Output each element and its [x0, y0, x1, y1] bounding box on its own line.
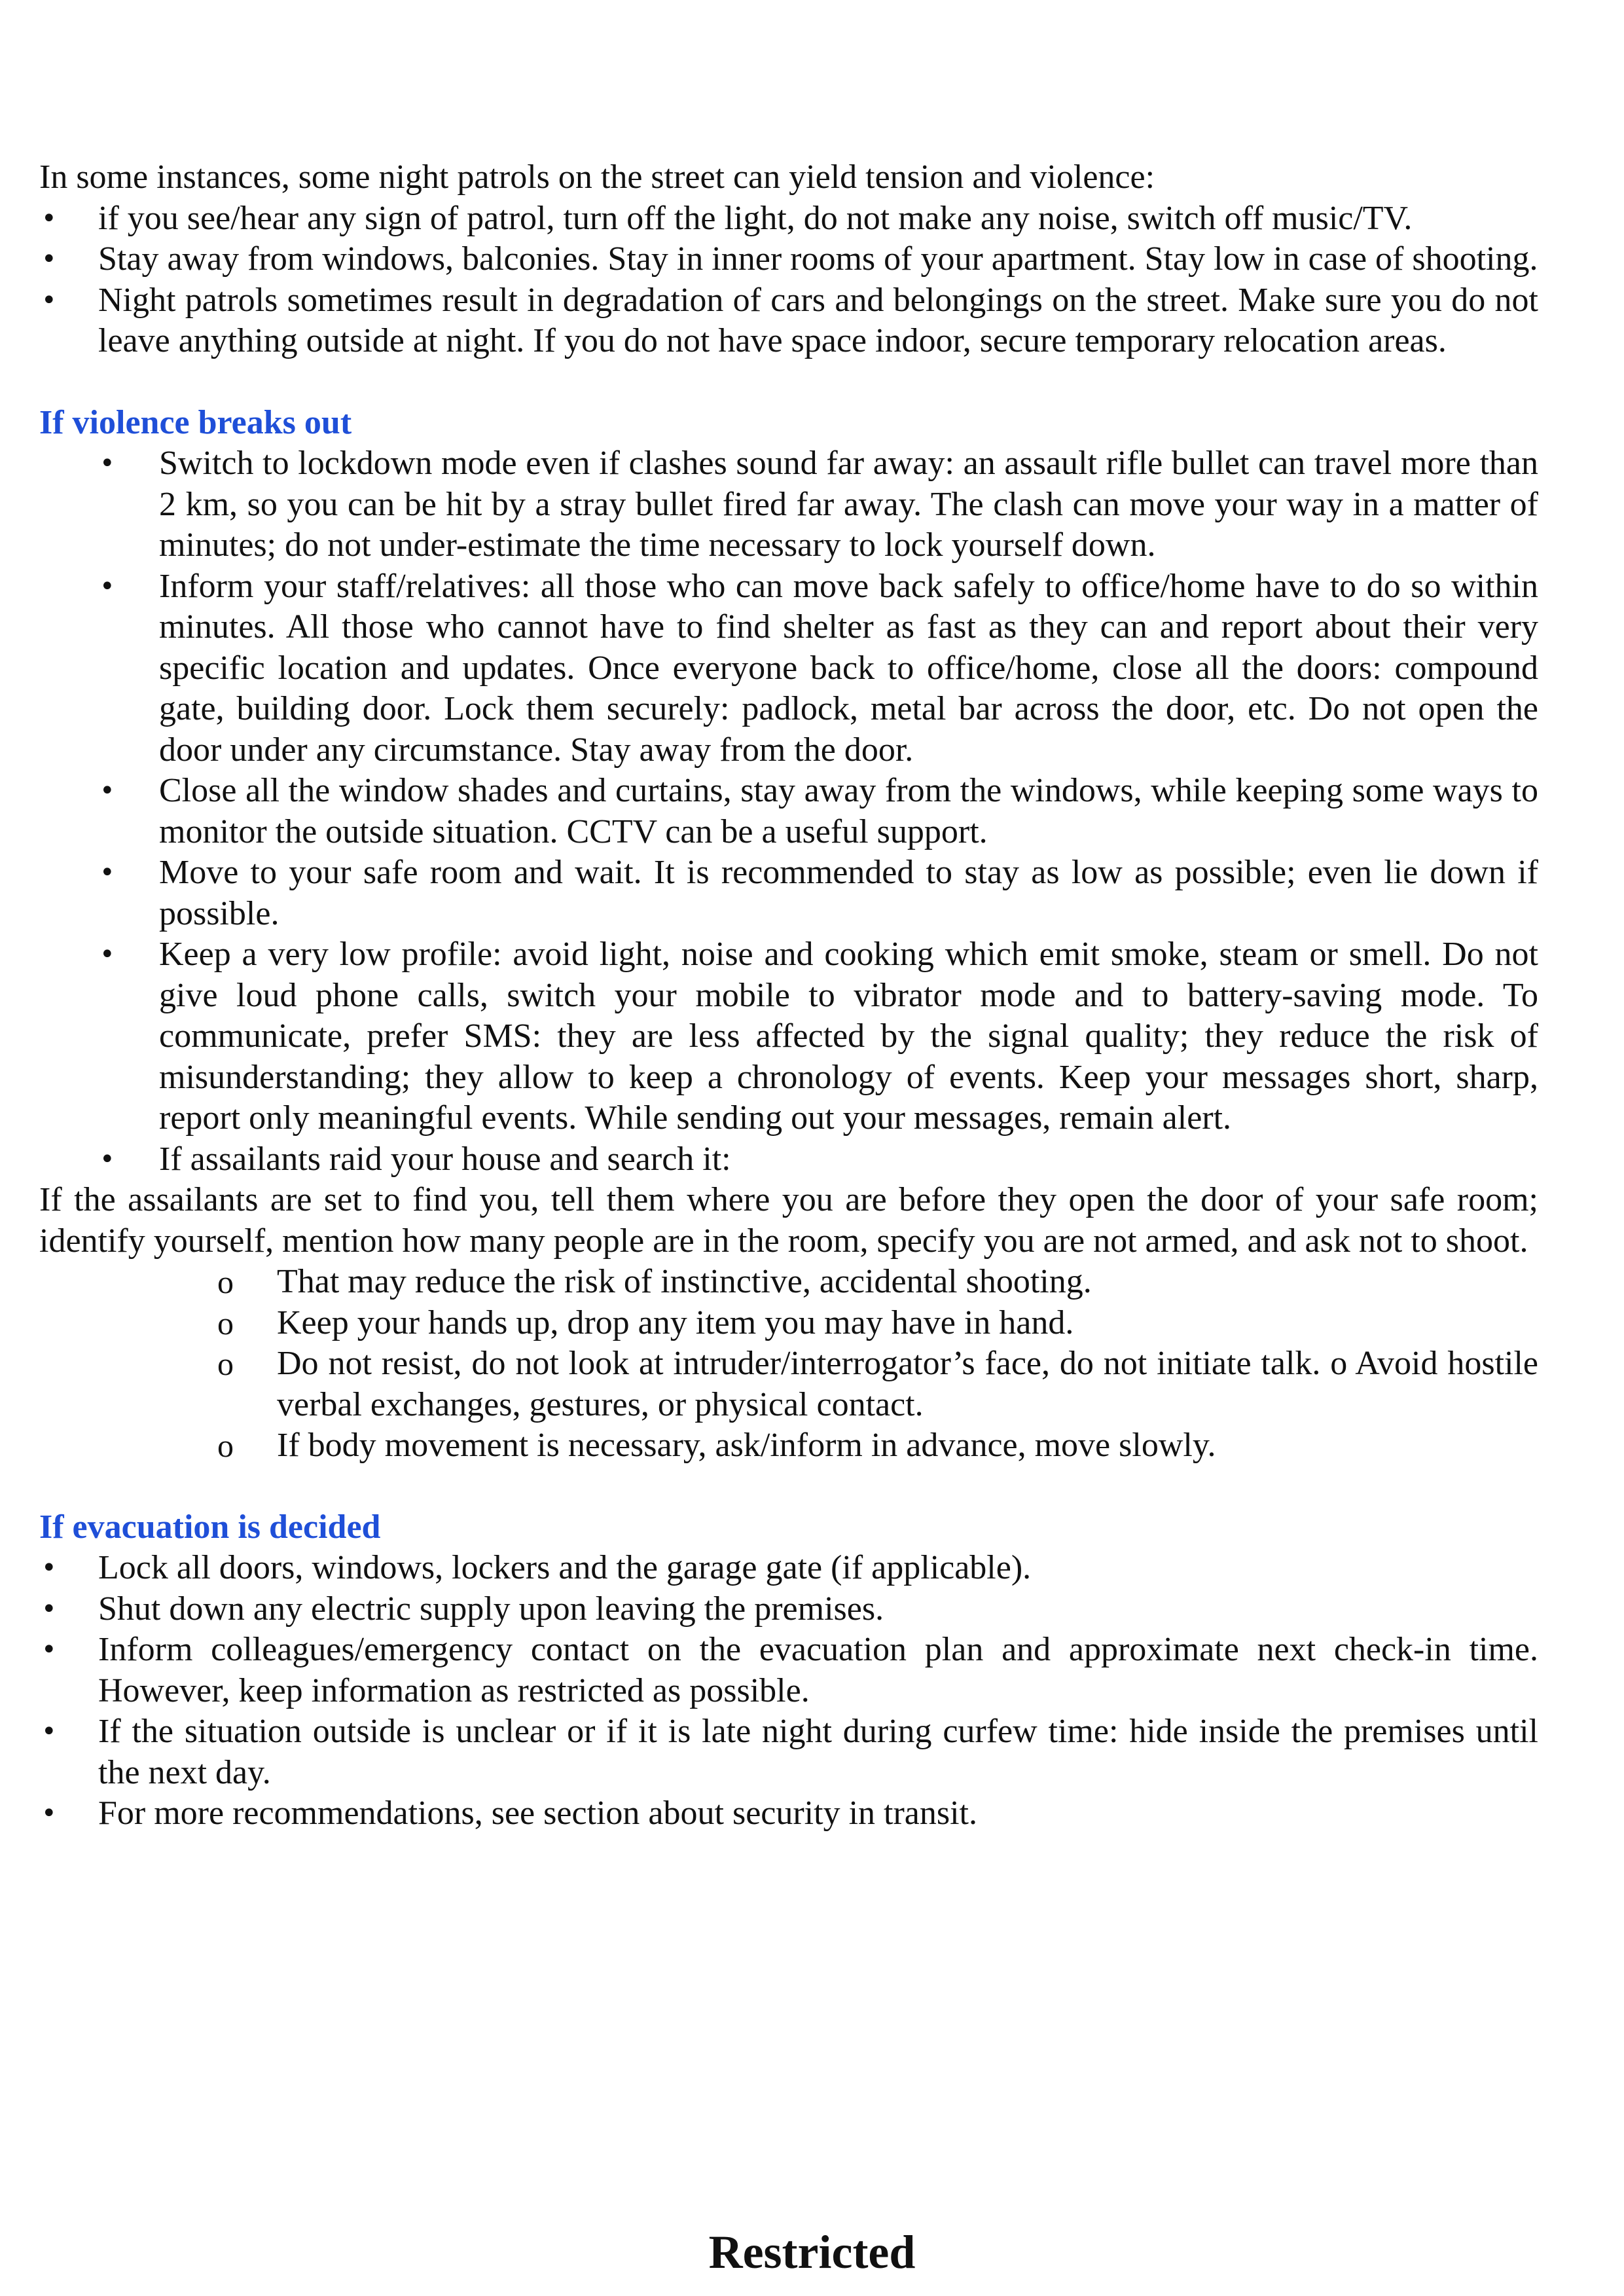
list-item: • Close all the window shades and curtains, stay away from the windows, while keeping some ways to monitor the outside situation. CCTV can be a useful support.	[39, 771, 1538, 852]
violence-list	[39, 443, 1538, 1180]
list-item: • Keep a very low profile: avoid light, noise and cooking which emit smoke, steam or smell. Do not give loud phone calls, switch your mobile to vibrator mode and to battery-saving mode. To communicate, prefer SMS: they are less affected by the signal quality; they reduce the risk of misunderstanding; they allow to keep a chronology of events. Keep your messages short, sharp, report only meaningful events. While sending out your messages, remain alert.	[39, 934, 1538, 1139]
sub-list-item: o If body movement is necessary, ask/inform in advance, move slowly.	[39, 1425, 1538, 1467]
list-item: • Shut down any electric supply upon leaving the premises.	[39, 1589, 1538, 1630]
raid-paragraph: If the assailants are set to find you, tell them where you are before they open the door of your safe room; identify yourself, mention how many people are in the room, specify you are not armed, and ask not to shoot.	[39, 1181, 1538, 1260]
spacer	[39, 362, 1538, 403]
list-item: • Night patrols sometimes result in degradation of cars and belongings on the street. Make sure you do not leave anything outside at night. If you do not have space indoor, secure temporary relocation areas.	[39, 280, 1538, 362]
spacer	[39, 1467, 1538, 1507]
intro-paragraph: In some instances, some night patrols on the street can yield tension and violence:	[39, 158, 1155, 196]
sub-list-item: o Do not resist, do not look at intruder/interrogator’s face, do not initiate talk. o Avoid hostile verbal exchanges, gestures, or physical contact.	[39, 1343, 1538, 1425]
list-item: • Lock all doors, windows, lockers and the garage gate (if applicable).	[39, 1548, 1538, 1589]
section-heading-evacuation: If evacuation is decided	[39, 1508, 381, 1546]
list-item: • If the situation outside is unclear or if it is late night during curfew time: hide inside the premises until the next day.	[39, 1711, 1538, 1793]
list-item: • If assailants raid your house and search it:	[39, 1139, 1538, 1180]
list-item: • Inform your staff/relatives: all those who can move back safely to office/home have to do so within minutes. All those who cannot have to find shelter as fast as they can and report about their very specific location and updates. Once everyone back to office/home, close all the doors: compound gate, building door. Lock them securely: padlock, metal bar across the door, etc. Do not open the door under any circumstance. Stay away from the door.	[39, 566, 1538, 771]
list-item: • Inform colleagues/emergency contact on the evacuation plan and approximate next check-in time. However, keep information as restricted as possible.	[39, 1630, 1538, 1711]
footer-classification: Restricted	[708, 2226, 916, 2278]
list-item: • For more recommendations, see section about security in transit.	[39, 1793, 1538, 1834]
sub-list-item: o Keep your hands up, drop any item you may have in hand.	[39, 1303, 1538, 1344]
evacuation-list	[39, 1548, 1538, 1834]
list-item: • Stay away from windows, balconies. Stay in inner rooms of your apartment. Stay low in case of shooting.	[39, 239, 1538, 280]
list-item: • if you see/hear any sign of patrol, turn off the light, do not make any noise, switch off music/TV.	[39, 198, 1538, 240]
section-heading-violence: If violence breaks out	[39, 403, 352, 441]
raid-sub-list	[39, 1262, 1538, 1467]
document-body	[39, 157, 1538, 1834]
sub-list-item: o That may reduce the risk of instinctive, accidental shooting.	[39, 1262, 1538, 1303]
list-item: • Switch to lockdown mode even if clashes sound far away: an assault rifle bullet can travel more than 2 km, so you can be hit by a stray bullet fired far away. The clash can move your way in a matter of minutes; do not under-estimate the time necessary to lock yourself down.	[39, 443, 1538, 566]
list-item: • Move to your safe room and wait. It is recommended to stay as low as possible; even lie down if possible.	[39, 852, 1538, 934]
intro-list	[39, 198, 1538, 362]
